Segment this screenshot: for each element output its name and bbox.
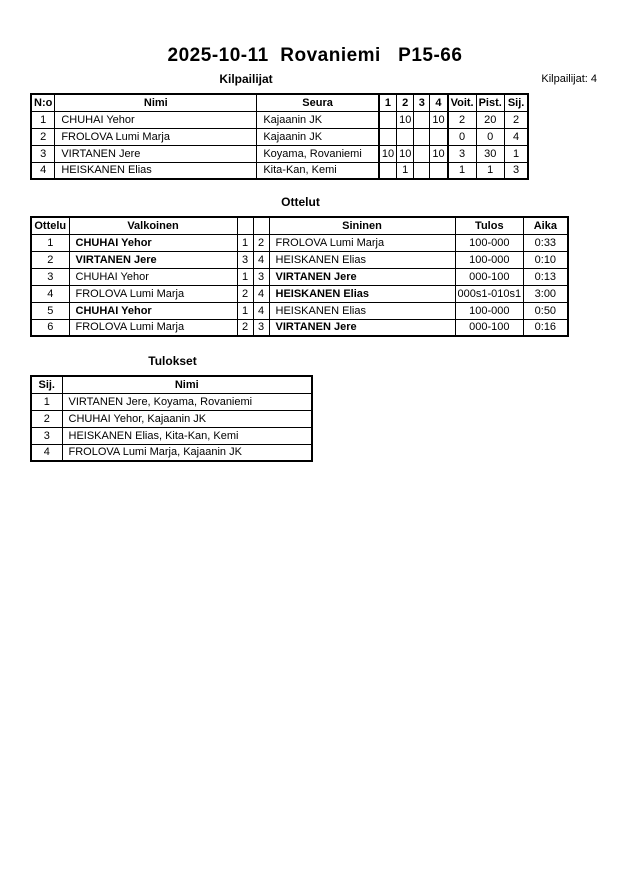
table-row: [31, 111, 528, 128]
cell-white-number: 1: [237, 302, 253, 319]
cell-nimi: CHUHAI Yehor, Kajaanin JK: [62, 410, 312, 427]
col-header-sininen: Sininen: [269, 217, 455, 234]
cell-tulos: 000-100: [455, 319, 524, 336]
cell-ottelu: 1: [31, 234, 69, 251]
table-row: [31, 162, 528, 179]
cell-blue-number: 4: [253, 285, 269, 302]
table-header-row: [31, 217, 568, 234]
cell-tulos: 100-000: [455, 234, 524, 251]
col-header-round-4: 4: [430, 94, 448, 111]
cell-sij: 1: [504, 145, 528, 162]
col-header-tulos: Tulos: [455, 217, 524, 234]
cell-round-3: [414, 162, 430, 179]
cell-ottelu: 3: [31, 268, 69, 285]
cell-no: 3: [31, 145, 55, 162]
cell-seura: Koyama, Rovaniemi: [257, 145, 379, 162]
cell-nimi: VIRTANEN Jere: [55, 145, 257, 162]
col-header-round-3: 3: [414, 94, 430, 111]
cell-no: 2: [31, 128, 55, 145]
cell-white-number: 2: [237, 319, 253, 336]
cell-pist: 0: [476, 128, 504, 145]
kilpailijat-heading: Kilpailijat: [219, 72, 273, 86]
cell-ottelu: 4: [31, 285, 69, 302]
cell-tulos: 000-100: [455, 268, 524, 285]
cell-aika: 0:13: [524, 268, 568, 285]
cell-blue-number: 4: [253, 302, 269, 319]
col-header-round-2: 2: [397, 94, 414, 111]
cell-voit: 3: [448, 145, 477, 162]
cell-aika: 0:33: [524, 234, 568, 251]
cell-voit: 1: [448, 162, 477, 179]
cell-voit: 2: [448, 111, 477, 128]
col-header-nimi: Nimi: [55, 94, 257, 111]
cell-round-2: 1: [397, 162, 414, 179]
cell-sininen: FROLOVA Lumi Marja: [269, 234, 455, 251]
col-header-ottelu: Ottelu: [31, 217, 69, 234]
cell-round-1: [379, 162, 397, 179]
cell-pist: 30: [476, 145, 504, 162]
cell-valkoinen: CHUHAI Yehor: [69, 234, 237, 251]
cell-tulos: 100-000: [455, 302, 524, 319]
cell-voit: 0: [448, 128, 477, 145]
cell-blue-number: 2: [253, 234, 269, 251]
cell-sij: 4: [31, 444, 62, 461]
cell-ottelu: 6: [31, 319, 69, 336]
cell-aika: 0:50: [524, 302, 568, 319]
cell-no: 4: [31, 162, 55, 179]
cell-sininen: VIRTANEN Jere: [269, 319, 455, 336]
cell-round-2: 10: [397, 111, 414, 128]
cell-aika: 0:16: [524, 319, 568, 336]
table-row: [31, 393, 312, 410]
cell-round-2: [397, 128, 414, 145]
ottelut-heading: Ottelut: [281, 195, 320, 209]
cell-ottelu: 2: [31, 251, 69, 268]
cell-sininen: VIRTANEN Jere: [269, 268, 455, 285]
ottelut-table: [30, 216, 569, 337]
table-row: [31, 268, 568, 285]
page-title: 2025-10-11 Rovaniemi P15-66: [167, 45, 463, 66]
kilpailijat-count: Kilpailijat: 4: [541, 73, 597, 85]
cell-nimi: VIRTANEN Jere, Koyama, Rovaniemi: [62, 393, 312, 410]
cell-seura: Kajaanin JK: [257, 111, 379, 128]
table-header-row: [31, 376, 312, 393]
cell-round-3: [414, 111, 430, 128]
cell-aika: 0:10: [524, 251, 568, 268]
table-row: [31, 128, 528, 145]
cell-nimi: FROLOVA Lumi Marja: [55, 128, 257, 145]
table-header-row: [31, 94, 528, 111]
cell-tulos: 100-000: [455, 251, 524, 268]
cell-blue-number: 4: [253, 251, 269, 268]
cell-seura: Kita-Kan, Kemi: [257, 162, 379, 179]
tulokset-heading: Tulokset: [148, 354, 197, 368]
cell-nimi: FROLOVA Lumi Marja, Kajaanin JK: [62, 444, 312, 461]
cell-round-2: 10: [397, 145, 414, 162]
cell-sij: 3: [31, 427, 62, 444]
col-header-nimi: Nimi: [62, 376, 312, 393]
col-header-pist: Pist.: [476, 94, 504, 111]
tulokset-table: [30, 375, 313, 462]
col-header-empty: [237, 217, 253, 234]
col-header-round-1: 1: [379, 94, 397, 111]
cell-round-1: 10: [379, 145, 397, 162]
col-header-aika: Aika: [524, 217, 568, 234]
cell-round-4: 10: [430, 145, 448, 162]
table-row: [31, 319, 568, 336]
cell-valkoinen: FROLOVA Lumi Marja: [69, 319, 237, 336]
cell-round-4: 10: [430, 111, 448, 128]
cell-round-4: [430, 128, 448, 145]
cell-pist: 20: [476, 111, 504, 128]
cell-sij: 2: [504, 111, 528, 128]
cell-valkoinen: VIRTANEN Jere: [69, 251, 237, 268]
table-row: [31, 410, 312, 427]
cell-white-number: 3: [237, 251, 253, 268]
cell-white-number: 2: [237, 285, 253, 302]
subheader-row: [0, 72, 630, 89]
cell-no: 1: [31, 111, 55, 128]
cell-sij: 3: [504, 162, 528, 179]
cell-sij: 2: [31, 410, 62, 427]
cell-pist: 1: [476, 162, 504, 179]
col-header-no: N:o: [31, 94, 55, 111]
kilpailijat-table: [30, 93, 529, 180]
cell-sij: 4: [504, 128, 528, 145]
table-row: [31, 234, 568, 251]
table-row: [31, 251, 568, 268]
col-header-valkoinen: Valkoinen: [69, 217, 237, 234]
col-header-sij: Sij.: [31, 376, 62, 393]
col-header-voit: Voit.: [448, 94, 477, 111]
table-row: [31, 285, 568, 302]
cell-nimi: HEISKANEN Elias: [55, 162, 257, 179]
cell-valkoinen: CHUHAI Yehor: [69, 268, 237, 285]
col-header-seura: Seura: [257, 94, 379, 111]
cell-round-1: [379, 128, 397, 145]
table-row: [31, 427, 312, 444]
table-row: [31, 302, 568, 319]
cell-round-1: [379, 111, 397, 128]
cell-sij: 1: [31, 393, 62, 410]
cell-round-3: [414, 128, 430, 145]
cell-white-number: 1: [237, 234, 253, 251]
cell-sininen: HEISKANEN Elias: [269, 251, 455, 268]
cell-sininen: HEISKANEN Elias: [269, 302, 455, 319]
cell-blue-number: 3: [253, 319, 269, 336]
cell-valkoinen: CHUHAI Yehor: [69, 302, 237, 319]
cell-valkoinen: FROLOVA Lumi Marja: [69, 285, 237, 302]
table-row: [31, 444, 312, 461]
cell-round-3: [414, 145, 430, 162]
cell-white-number: 1: [237, 268, 253, 285]
cell-aika: 3:00: [524, 285, 568, 302]
cell-nimi: CHUHAI Yehor: [55, 111, 257, 128]
col-header-sij: Sij.: [504, 94, 528, 111]
cell-ottelu: 5: [31, 302, 69, 319]
cell-seura: Kajaanin JK: [257, 128, 379, 145]
cell-blue-number: 3: [253, 268, 269, 285]
cell-nimi: HEISKANEN Elias, Kita-Kan, Kemi: [62, 427, 312, 444]
table-row: [31, 145, 528, 162]
cell-tulos: 000s1-010s1: [455, 285, 524, 302]
cell-sininen: HEISKANEN Elias: [269, 285, 455, 302]
cell-round-4: [430, 162, 448, 179]
col-header-empty: [253, 217, 269, 234]
